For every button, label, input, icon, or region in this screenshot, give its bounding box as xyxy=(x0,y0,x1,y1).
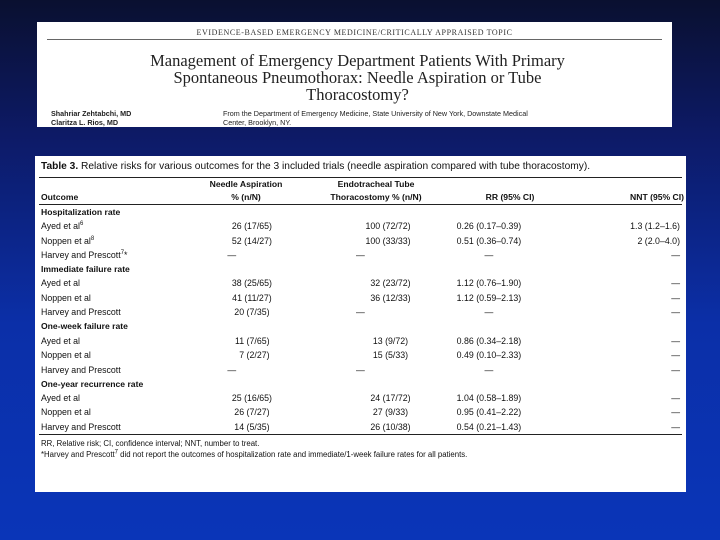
et-percent: 100 xyxy=(365,235,381,246)
thoracostomy-cell xyxy=(296,305,425,320)
affiliation-line-1: From the Department of Emergency Medicine, State University of New York, Downstate Medical xyxy=(223,109,528,118)
study-name: Ayed et al xyxy=(41,392,80,403)
et-percent: 36 xyxy=(370,292,381,303)
table-row xyxy=(39,391,682,406)
study-name: Ayed et al xyxy=(41,278,80,289)
thoracostomy-cell xyxy=(296,233,425,248)
section-title: Hospitalization rate xyxy=(41,206,121,217)
study-cell xyxy=(39,233,168,248)
rr-cell: 0.51 (0.36–0.74) xyxy=(456,235,522,246)
footnote-marker: * xyxy=(124,250,128,261)
na-percent: — xyxy=(227,250,237,261)
needle-aspiration-cell xyxy=(168,291,297,306)
et-count: (17/72) xyxy=(382,392,411,403)
article-title-line-3: Thoracostomy? xyxy=(306,85,409,104)
author-2: Claritza L. Rios, MD xyxy=(51,118,119,127)
rr-cell: — xyxy=(484,250,494,261)
header-nnt: NNT (95% CI) xyxy=(630,192,684,202)
thoracostomy-cell xyxy=(296,405,425,420)
rr-cell: 0.95 (0.41–2.22) xyxy=(456,407,522,418)
et-percent: 15 xyxy=(372,350,383,361)
article-title-line-2: Spontaneous Pneumothorax: Needle Aspiration or Tube xyxy=(173,68,542,87)
nnt-cell: — xyxy=(671,392,680,403)
na-percent: — xyxy=(227,364,237,375)
section-title: Immediate failure rate xyxy=(41,264,130,275)
study-cell xyxy=(39,362,168,377)
na-count: (11/27) xyxy=(244,292,272,303)
affiliation xyxy=(223,109,643,127)
na-count: (16/65) xyxy=(244,392,272,403)
results-table-panel xyxy=(35,156,686,492)
na-count: (7/65) xyxy=(246,335,270,346)
et-percent: 32 xyxy=(370,278,381,289)
section-row xyxy=(39,262,682,276)
et-count: (33/33) xyxy=(382,235,411,246)
rr-cell: 1.04 (0.58–1.89) xyxy=(456,392,522,403)
needle-aspiration-cell xyxy=(168,348,297,363)
thoracostomy-cell xyxy=(296,333,425,348)
et-count: (12/33) xyxy=(382,292,411,303)
article-header xyxy=(37,22,672,127)
thoracostomy-cell xyxy=(296,248,425,263)
thoracostomy-cell xyxy=(296,219,425,234)
needle-aspiration-cell xyxy=(168,305,297,320)
et-percent: — xyxy=(355,307,365,318)
study-name: Noppen et al xyxy=(41,292,91,303)
needle-aspiration-cell xyxy=(168,391,297,406)
study-name: Ayed et al xyxy=(41,335,80,346)
study-cell xyxy=(39,305,168,320)
article-title-line-1: Management of Emergency Department Patients With Primary xyxy=(150,51,565,70)
needle-aspiration-cell xyxy=(168,333,297,348)
results-table xyxy=(39,178,686,204)
reference-number: 6 xyxy=(79,221,84,228)
nnt-cell: — xyxy=(671,407,680,418)
nnt-cell: — xyxy=(671,307,680,318)
nnt-cell: — xyxy=(671,421,680,432)
header-needle-aspiration-unit: % (n/N) xyxy=(231,192,261,202)
article-title xyxy=(55,52,660,103)
et-count: (10/38) xyxy=(382,421,411,432)
table-caption-text: Relative risks for various outcomes for the 3 included trials (needle aspiration compared with tube thoracostomy). xyxy=(78,161,591,172)
footnote-harvey-post: did not report the outcomes of hospitalization rate and immediate/1-week failure rates for all patients. xyxy=(118,450,468,460)
table-row xyxy=(39,248,682,263)
nnt-cell: 2 (2.0–4.0) xyxy=(637,235,680,246)
na-count: (25/65) xyxy=(244,278,272,289)
study-name: Noppen et al xyxy=(41,235,91,246)
section-title: One-week failure rate xyxy=(41,321,128,332)
section-row xyxy=(39,320,682,334)
table-caption xyxy=(41,160,682,173)
affiliation-line-2: Center, Brooklyn, NY. xyxy=(223,118,292,127)
authors xyxy=(51,109,131,127)
study-cell xyxy=(39,291,168,306)
na-percent: 25 xyxy=(231,392,242,403)
na-count: (2/27) xyxy=(246,350,270,361)
thoracostomy-cell xyxy=(296,348,425,363)
table-row xyxy=(39,276,682,291)
rr-cell: 1.12 (0.59–2.13) xyxy=(456,292,522,303)
na-percent: 14 xyxy=(234,421,245,432)
nnt-cell: 1.3 (1.2–1.6) xyxy=(630,221,680,232)
table-row xyxy=(39,420,682,435)
study-cell xyxy=(39,248,168,263)
table-row xyxy=(39,348,682,363)
nnt-cell: — xyxy=(671,364,680,375)
study-name: Ayed et al xyxy=(41,221,80,232)
et-percent: 13 xyxy=(372,335,383,346)
study-name: Noppen et al xyxy=(41,350,91,361)
header-thoracostomy-unit: Thoracostomy % (n/N) xyxy=(330,192,422,202)
table-header-row-1 xyxy=(39,178,686,191)
table-row xyxy=(39,219,682,234)
et-percent: — xyxy=(355,364,365,375)
rr-cell: 0.49 (0.10–2.33) xyxy=(456,350,522,361)
study-cell xyxy=(39,420,168,435)
et-percent: 100 xyxy=(365,221,381,232)
et-count: (9/33) xyxy=(385,407,409,418)
na-count: (7/35) xyxy=(246,307,270,318)
table-caption-label: Table 3. xyxy=(41,161,79,172)
table-row xyxy=(39,333,682,348)
rr-cell: 0.86 (0.34–2.18) xyxy=(456,335,522,346)
footnote-abbreviations: RR, Relative risk; CI, confidence interval; NNT, number to treat. xyxy=(41,439,260,449)
na-count: (14/27) xyxy=(244,235,272,246)
nnt-cell: — xyxy=(671,350,680,361)
needle-aspiration-cell xyxy=(168,233,297,248)
table-header-row-2 xyxy=(39,191,686,204)
na-count: (5/35) xyxy=(246,421,270,432)
study-name: Harvey and Prescott xyxy=(41,421,121,432)
thoracostomy-cell xyxy=(296,291,425,306)
author-1: Shahriar Zehtabchi, MD xyxy=(51,109,132,118)
et-count: (72/72) xyxy=(382,221,411,232)
thoracostomy-cell xyxy=(296,420,425,435)
thoracostomy-cell xyxy=(296,276,425,291)
header-rr: RR (95% CI) xyxy=(485,192,535,202)
rr-cell: 1.12 (0.76–1.90) xyxy=(456,278,522,289)
study-cell xyxy=(39,405,168,420)
study-name: Harvey and Prescott xyxy=(41,364,121,375)
study-name: Harvey and Prescott xyxy=(41,250,121,261)
rr-cell: 0.54 (0.21–1.43) xyxy=(456,421,522,432)
nnt-cell: — xyxy=(671,250,680,261)
reference-number: 8 xyxy=(90,235,95,242)
et-count: (9/72) xyxy=(385,335,409,346)
table-row xyxy=(39,305,682,320)
et-count: (5/33) xyxy=(385,350,409,361)
needle-aspiration-cell xyxy=(168,420,297,435)
results-table-body xyxy=(39,205,682,434)
et-count: (23/72) xyxy=(382,278,411,289)
table-row xyxy=(39,233,682,248)
footnote-harvey-pre: *Harvey and Prescott xyxy=(41,450,115,460)
nnt-cell: — xyxy=(671,278,680,289)
na-count: (7/27) xyxy=(246,407,270,418)
thoracostomy-cell xyxy=(296,362,425,377)
nnt-cell: — xyxy=(671,335,680,346)
na-percent: 41 xyxy=(232,292,242,303)
na-percent: 26 xyxy=(234,407,245,418)
footnote-harvey xyxy=(39,449,682,460)
study-cell xyxy=(39,219,168,234)
footnote-harvey-ref: 7 xyxy=(114,449,119,456)
na-percent: 38 xyxy=(231,278,242,289)
header-needle-aspiration: Needle Aspiration xyxy=(209,179,283,189)
na-count: (17/65) xyxy=(244,221,272,232)
study-name: Noppen et al xyxy=(41,407,91,418)
et-percent: 27 xyxy=(372,407,383,418)
rr-cell: — xyxy=(484,307,494,318)
reference-number: 7 xyxy=(120,250,125,257)
needle-aspiration-cell xyxy=(168,362,297,377)
table-row xyxy=(39,405,682,420)
study-name: Harvey and Prescott xyxy=(41,307,121,318)
section-title: One-year recurrence rate xyxy=(41,378,144,389)
table-row xyxy=(39,291,682,306)
table-bottom-rule xyxy=(39,434,682,435)
et-percent: — xyxy=(355,250,365,261)
header-endotracheal-tube: Endotracheal Tube xyxy=(337,179,415,189)
study-cell xyxy=(39,276,168,291)
et-percent: 24 xyxy=(370,392,381,403)
et-percent: 26 xyxy=(370,421,381,432)
thoracostomy-cell xyxy=(296,391,425,406)
needle-aspiration-cell xyxy=(168,219,297,234)
na-percent: 20 xyxy=(234,307,245,318)
rr-cell: 0.26 (0.17–0.39) xyxy=(456,221,522,232)
na-percent: 52 xyxy=(231,235,242,246)
rr-cell: — xyxy=(484,364,494,375)
journal-section-line: EVIDENCE-BASED EMERGENCY MEDICINE/CRITICALLY APPRAISED TOPIC xyxy=(196,28,513,37)
study-cell xyxy=(39,333,168,348)
section-row xyxy=(39,377,682,391)
study-cell xyxy=(39,391,168,406)
na-percent: 11 xyxy=(234,335,245,346)
na-percent: 26 xyxy=(231,221,242,232)
header-outcome: Outcome xyxy=(41,192,79,202)
needle-aspiration-cell xyxy=(168,276,297,291)
header-divider xyxy=(47,39,662,40)
needle-aspiration-cell xyxy=(168,248,297,263)
section-row xyxy=(39,205,682,219)
nnt-cell: — xyxy=(671,292,680,303)
na-percent: 7 xyxy=(239,350,245,361)
study-cell xyxy=(39,348,168,363)
needle-aspiration-cell xyxy=(168,405,297,420)
table-row xyxy=(39,362,682,377)
